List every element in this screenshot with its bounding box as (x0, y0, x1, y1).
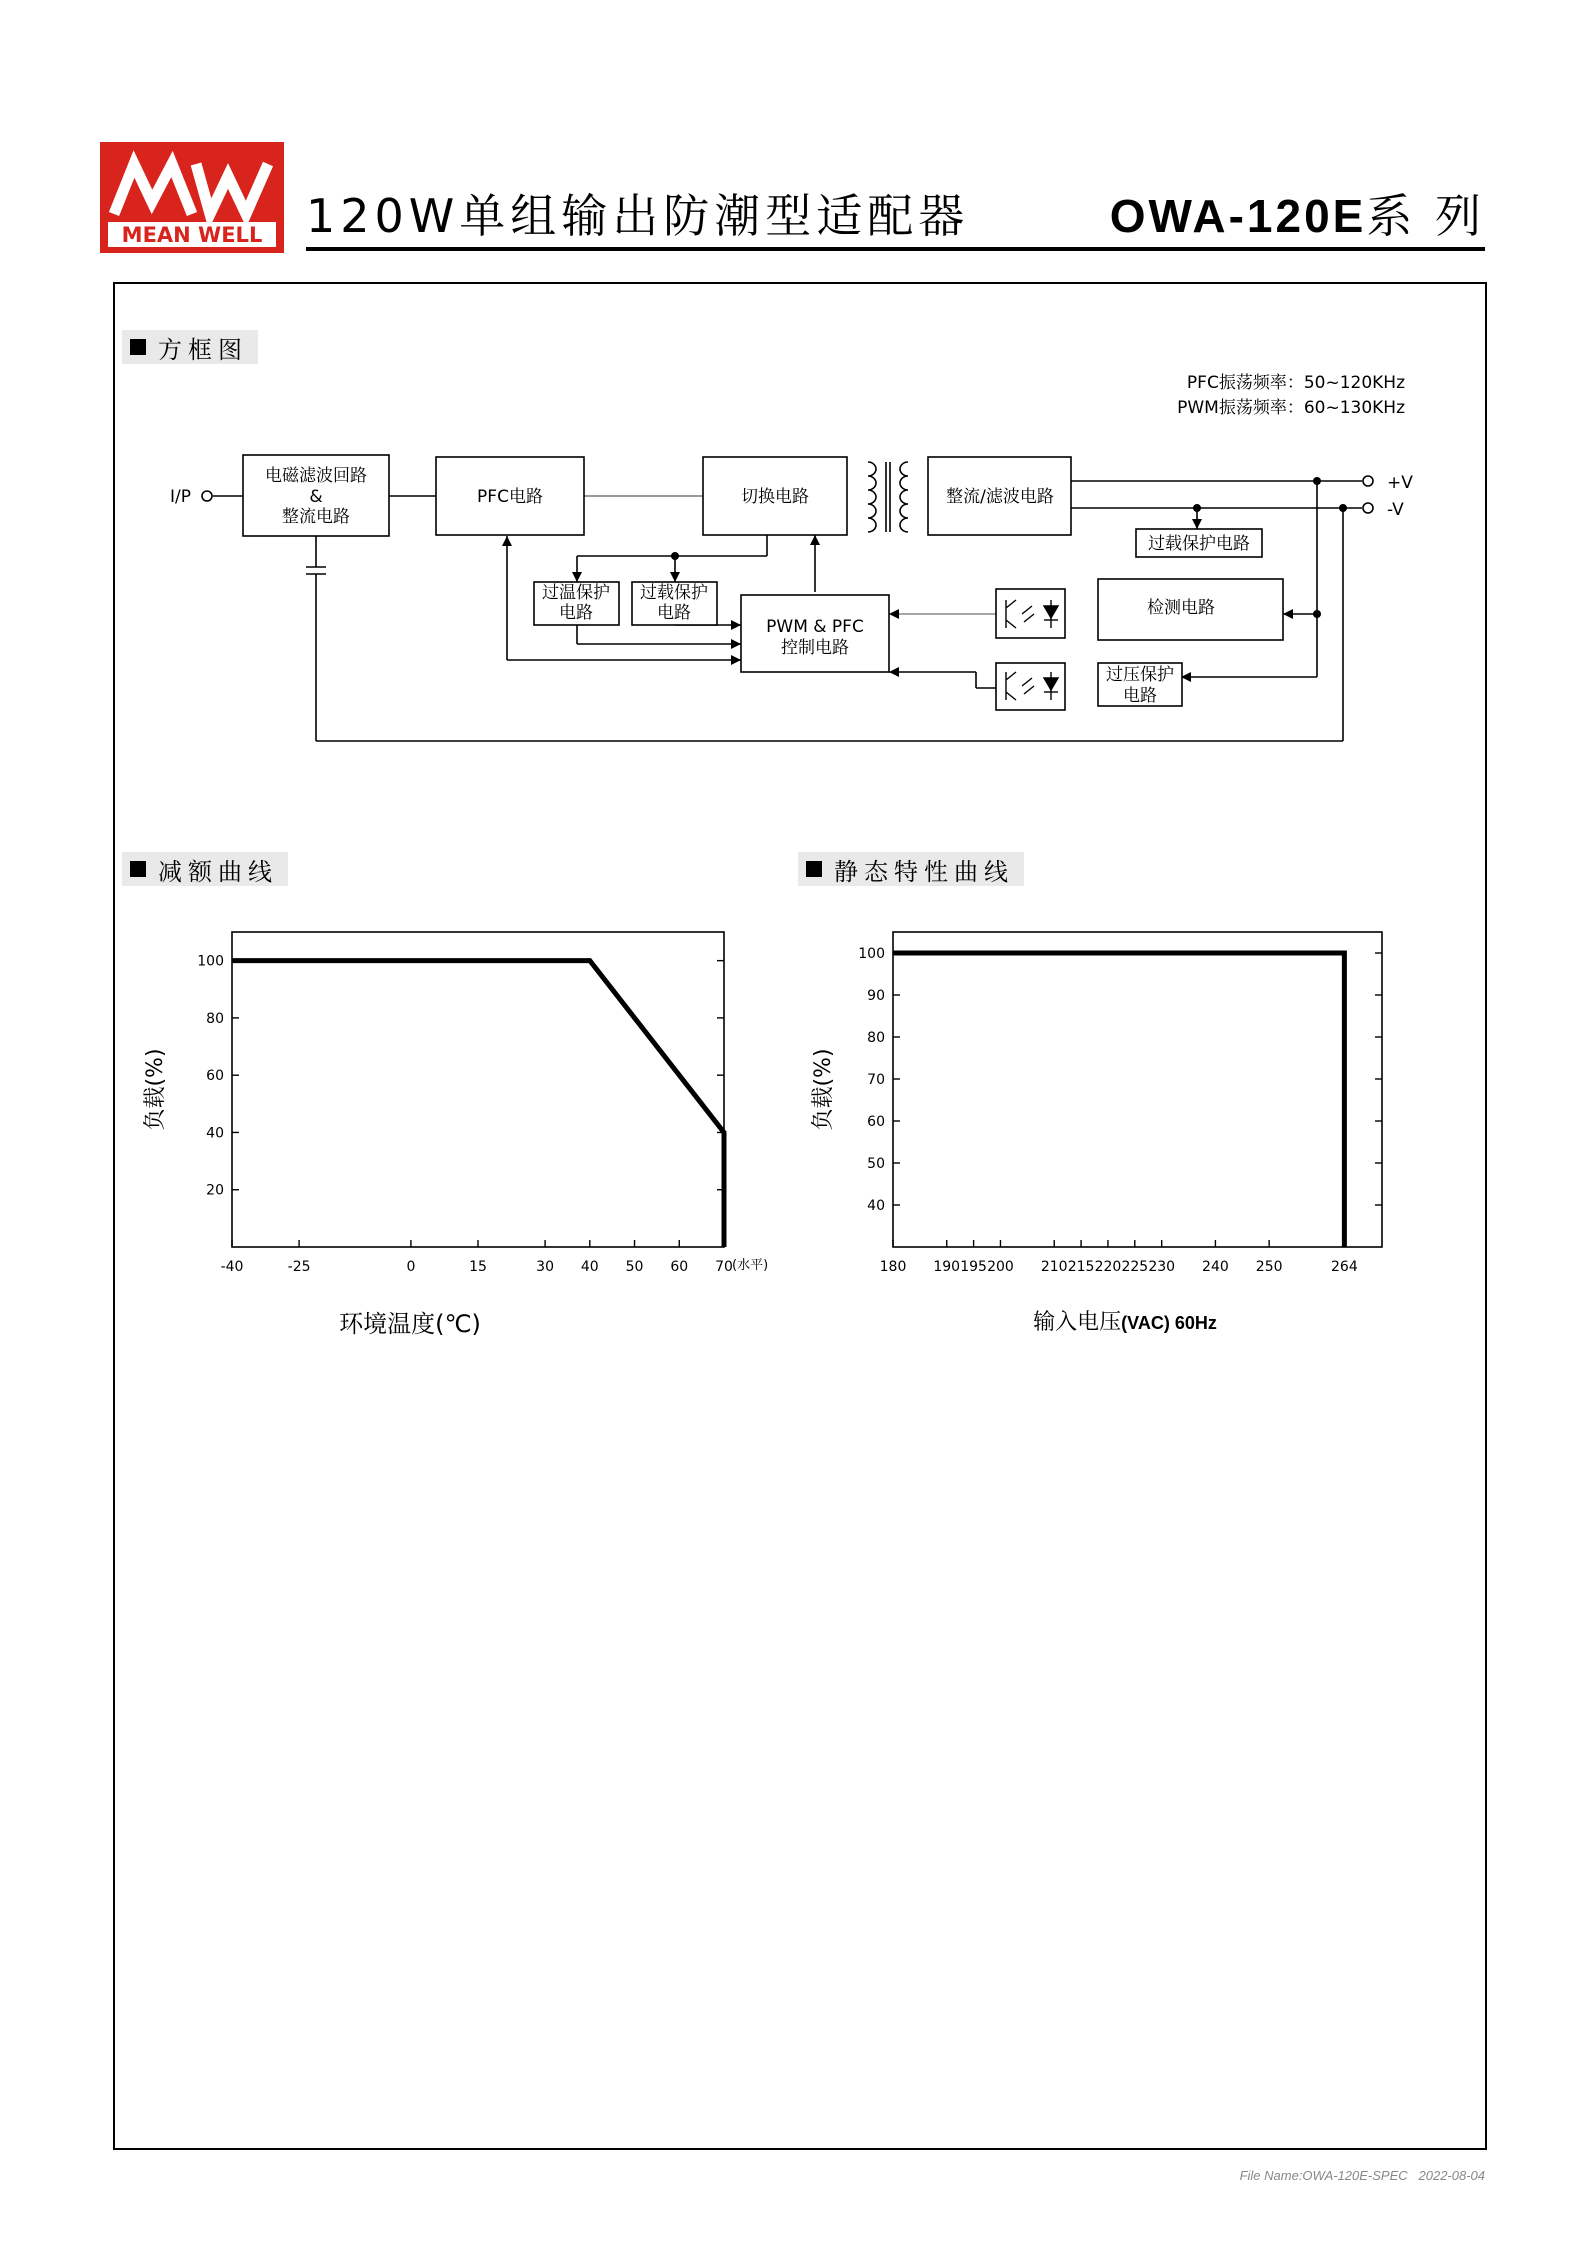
ip-label: I/P (170, 487, 191, 507)
detect-block-label: 检测电路 (1147, 598, 1215, 618)
plot-frame (893, 932, 1382, 1247)
x-tick-label: 15 (469, 1259, 487, 1275)
x-tick-label: 190 (933, 1259, 961, 1275)
x-tick-label: 30 (536, 1259, 555, 1275)
x-axis-label-unit: (VAC) 60Hz (1121, 1313, 1217, 1333)
x-tick-label: 200 (987, 1259, 1014, 1275)
output-overload-label: 过载保护电路 (1148, 534, 1250, 554)
series-line (232, 961, 724, 1247)
y-tick-label: 40 (206, 1125, 224, 1142)
section-title: 方框图 (158, 335, 248, 364)
ovp-label-1: 过压保护 (1106, 665, 1174, 685)
y-tick-label: 80 (206, 1010, 224, 1027)
y-axis-label: 负载(%) (143, 1048, 168, 1131)
block-diagram (0, 0, 1587, 800)
x-axis-label-cn: 输入电压 (1033, 1310, 1122, 1335)
y-axis-label: 负载(%) (811, 1048, 836, 1131)
switch-block-label: 切换电路 (741, 487, 809, 507)
logo-text: MEAN WELL (121, 223, 263, 247)
section-title: 减额曲线 (158, 857, 278, 886)
y-tick-label: 100 (858, 946, 885, 962)
otp-label-1: 过温保护 (542, 583, 610, 603)
x-tick-label: 50 (625, 1259, 644, 1275)
bullet-square-icon (130, 861, 146, 877)
pfc-block-label: PFC电路 (477, 487, 543, 507)
olp-label-1: 过载保护 (640, 583, 708, 603)
vminus-label: -V (1387, 500, 1404, 520)
control-label-2: 控制电路 (781, 638, 849, 658)
y-tick-label: 20 (206, 1182, 224, 1199)
x-tick-label: 240 (1202, 1259, 1229, 1275)
olp-label-2: 电路 (657, 603, 691, 623)
x-axis-label (1033, 1310, 1217, 1335)
vplus-label: +V (1387, 473, 1413, 493)
y-tick-label: 70 (867, 1072, 885, 1088)
x-tick-label: 210 (1040, 1259, 1068, 1275)
otp-label-2: 电路 (559, 603, 593, 623)
page-title: 120W单组输出防潮型适配器 (306, 189, 970, 243)
x-tick-label: 225 (1121, 1259, 1149, 1275)
x-tick-label: 264 (1331, 1259, 1358, 1275)
x-axis-label: 环境温度(℃) (339, 1310, 481, 1338)
derating-heading (122, 852, 288, 886)
ovp-label-2: 电路 (1123, 686, 1157, 706)
x-tick-label: 40 (580, 1259, 599, 1275)
x-tick-label: 215 (1067, 1259, 1095, 1275)
bullet-square-icon (806, 861, 822, 877)
y-tick-label: 100 (197, 953, 224, 970)
section-title: 静态特性曲线 (834, 857, 1014, 886)
static-chart (800, 920, 1450, 1360)
emi-filter-label: 电磁滤波回路 (265, 466, 367, 486)
emi-filter-amp: & (309, 487, 323, 507)
derating-chart (130, 920, 770, 1360)
x-tick-label: 0 (406, 1259, 416, 1275)
y-tick-label: 60 (206, 1068, 224, 1085)
x-tick-label: 250 (1255, 1259, 1283, 1275)
static-heading (798, 852, 1024, 886)
y-tick-label: 80 (867, 1030, 885, 1046)
x-tick-label: 230 (1148, 1259, 1176, 1275)
emi-rectifier-label: 整流电路 (282, 507, 350, 527)
y-tick-label: 50 (867, 1156, 885, 1172)
x-tick-label: 180 (879, 1259, 907, 1275)
plot-frame (232, 932, 724, 1247)
transformer-icon (868, 462, 908, 532)
series-suffix: 系 列 (1366, 189, 1485, 243)
footer-file-name: File Name:OWA-120E-SPEC 2022-08-04 (1239, 2168, 1485, 2183)
x-tick-label: 220 (1094, 1259, 1122, 1275)
y-tick-label: 90 (867, 988, 885, 1004)
x-tick-label: 70 (715, 1259, 733, 1275)
x-tick-label: 195 (960, 1259, 987, 1275)
series-line (893, 953, 1344, 1247)
x-tick-label: -25 (287, 1259, 311, 1275)
y-tick-label: 40 (867, 1198, 885, 1214)
x-axis-unit: (水平) (732, 1258, 769, 1273)
pwm-frequency: PWM振荡频率：60~130KHz (1177, 398, 1405, 418)
x-tick-label: -40 (220, 1259, 244, 1275)
rectifier-block-label: 整流/滤波电路 (946, 487, 1054, 507)
x-tick-label: 60 (670, 1259, 689, 1275)
y-tick-label: 60 (867, 1114, 885, 1130)
pfc-frequency: PFC振荡频率：50~120KHz (1186, 373, 1405, 393)
series-model: OWA-120E (1109, 190, 1367, 242)
control-label-1: PWM & PFC (766, 617, 864, 637)
